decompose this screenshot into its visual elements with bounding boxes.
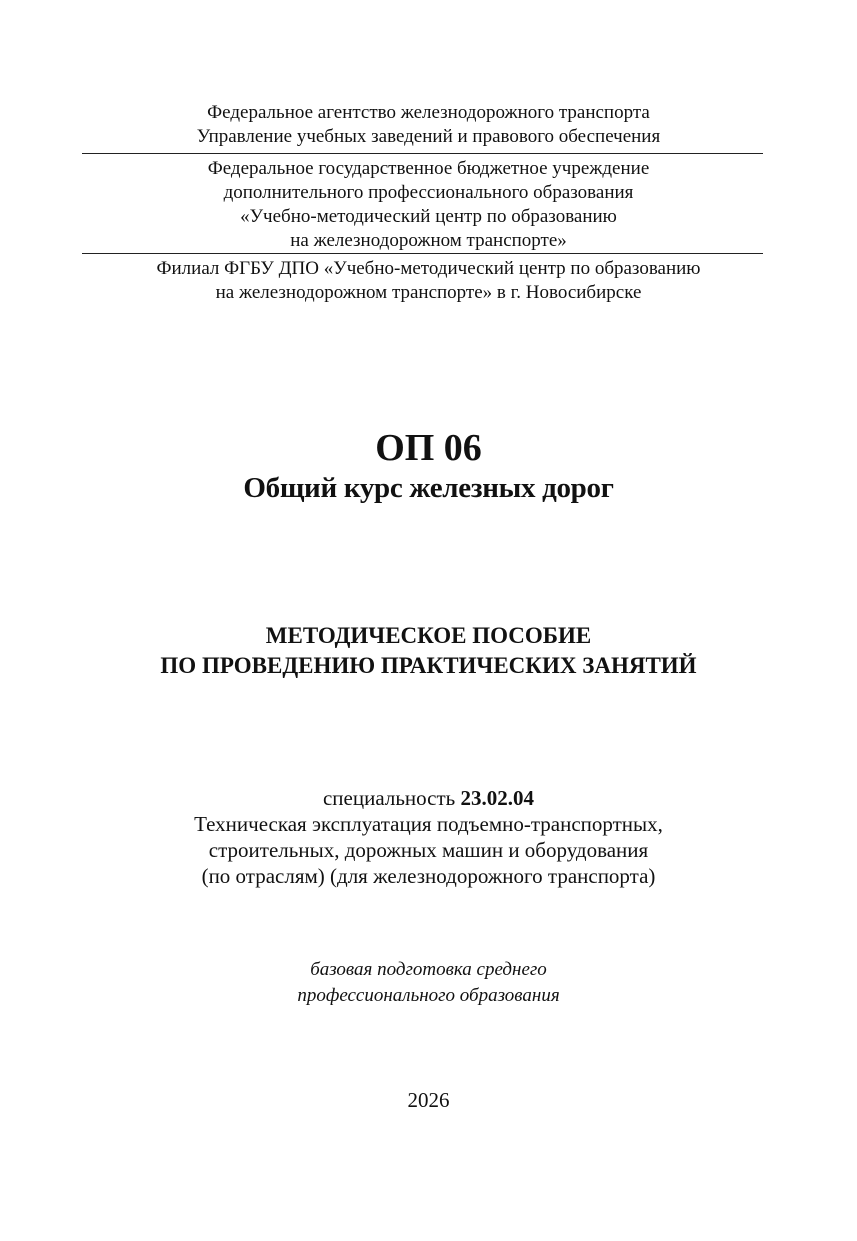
specialty-name-line: строительных, дорожных машин и оборудования — [208, 838, 649, 862]
institution-line: «Учебно-методический центр по образованию — [240, 206, 617, 227]
branch-block — [0, 257, 857, 305]
specialty-code: 23.02.04 — [460, 786, 534, 810]
education-level-line: базовая подготовка среднего — [310, 959, 547, 980]
education-level — [0, 957, 857, 1009]
publication-year: 2026 — [407, 1088, 450, 1112]
institution-block — [0, 157, 857, 253]
specialty-name-line: Техническая эксплуатация подъемно-транспортных, — [194, 812, 663, 836]
agency-line: Управление учебных заведений и правового обеспечения — [196, 126, 661, 147]
discipline-code: ОП 06 — [375, 427, 482, 469]
agency-line: Федеральное агентство железнодорожного транспорта — [207, 102, 650, 123]
course-title: Общий курс железных дорог — [243, 472, 614, 504]
header-divider — [82, 153, 763, 154]
institution-line: дополнительного профессионального образования — [223, 182, 634, 203]
document-type — [0, 621, 857, 681]
specialty-heading — [0, 785, 857, 811]
institution-line: Федеральное государственное бюджетное учреждение — [207, 158, 650, 179]
document-type-line: МЕТОДИЧЕСКОЕ ПОСОБИЕ — [265, 623, 592, 648]
header-divider — [82, 253, 763, 254]
education-level-line: профессионального образования — [297, 985, 560, 1006]
institution-line: на железнодорожном транспорте» — [290, 230, 567, 251]
specialty-label: специальность — [322, 786, 456, 810]
specialty-name-line: (по отраслям) (для железнодорожного транспорта) — [201, 864, 656, 888]
agency-block — [0, 101, 857, 149]
branch-line: на железнодорожном транспорте» в г. Новосибирске — [215, 282, 642, 303]
branch-line: Филиал ФГБУ ДПО «Учебно-методический центр по образованию — [156, 258, 701, 279]
document-type-line: ПО ПРОВЕДЕНИЮ ПРАКТИЧЕСКИХ ЗАНЯТИЙ — [160, 653, 697, 678]
specialty-block — [0, 785, 857, 889]
